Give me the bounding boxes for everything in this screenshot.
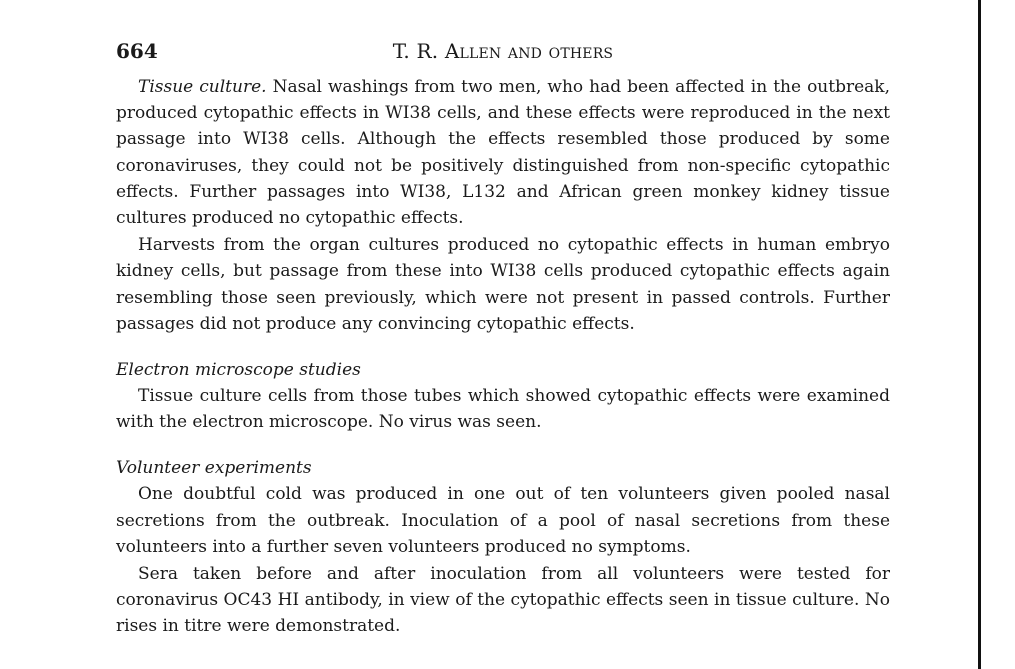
tissue-culture-paragraph-2: Harvests from the organ cultures produced no cytopathic effects in human embryo kidney cells, but passage from these into WI38 cells produced cytopathic effects again resembling those seen previously, which were not present in passed controls. Further passages did not produce any convincing cytopathic effects. bbox=[116, 235, 890, 334]
tissue-culture-paragraph-1 bbox=[116, 74, 890, 231]
article-body bbox=[116, 74, 890, 640]
running-head: T. R. Allen and others bbox=[392, 39, 614, 63]
electron-microscope-heading: Electron microscope studies bbox=[116, 360, 361, 381]
volunteer-experiments-heading: Volunteer experiments bbox=[116, 458, 312, 479]
volunteer-experiments-paragraph-1: One doubtful cold was produced in one out of ten volunteers given pooled nasal secretions from the outbreak. Inoculation of a pool of nasal secretions from these volunteers into a further seven volunteers produced no symptoms. bbox=[116, 484, 890, 557]
electron-microscope-paragraph: Tissue culture cells from those tubes which showed cytopathic effects were examined with the electron microscope. No virus was seen. bbox=[116, 386, 890, 433]
page-edge-rule bbox=[978, 0, 981, 669]
page-header bbox=[116, 36, 890, 66]
page-number: 664 bbox=[116, 39, 158, 63]
tissue-culture-lead: Tissue culture. bbox=[138, 77, 267, 97]
volunteer-experiments-paragraph-2: Sera taken before and after inoculation from all volunteers were tested for coronavirus OC43 HI antibody, in view of the cytopathic effects seen in tissue culture. No rises in titre were demonstrated. bbox=[116, 564, 890, 637]
tissue-culture-text-1: Nasal washings from two men, who had been affected in the outbreak, produced cytopathic effects in WI38 cells, and these effects were reproduced in the next passage into WI38 cells. Although the effects resembled those produced by some coronaviruses, they could not be positively distinguished from non-specific cytopathic effects. Further passages into WI38, L132 and African green monkey kidney tissue cultures produced no cytopathic effects. bbox=[116, 77, 891, 229]
document-page bbox=[116, 36, 890, 640]
